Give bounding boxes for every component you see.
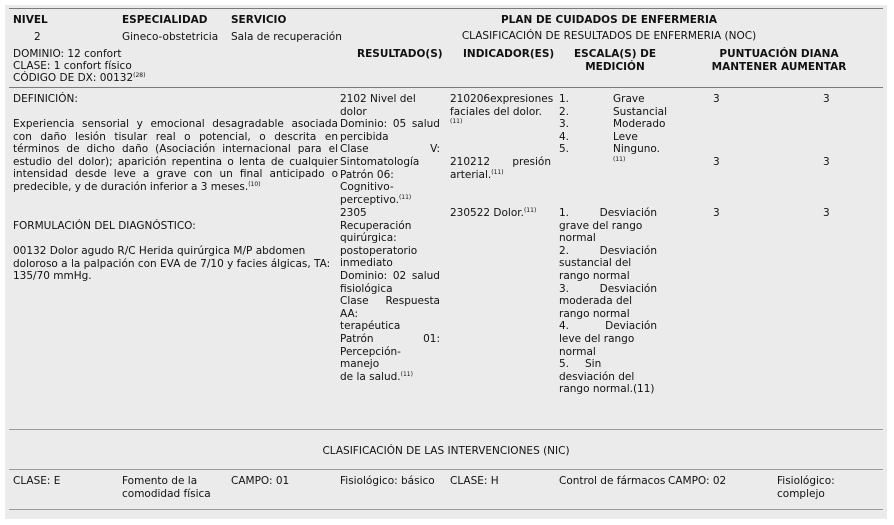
escala2-item [559,283,657,321]
aumentar-score: 3 [823,93,830,105]
escala1-label: Sustancial [613,105,668,118]
clase-line: CLASE: 1 confort físico [13,60,132,72]
servicio-label: SERVICIO [231,14,287,26]
resultado2-clase-a: Clase AA: [340,295,369,320]
noc-title: CLASIFICACIÓN DE RESULTADOS DE ENFERMERIA (NOC) [461,30,757,42]
nic-campo-01: CAMPO: 01 [231,475,290,487]
resultado1-line7: perceptivo. [340,193,399,206]
escala2-head: Desviación [599,282,657,295]
dominio-line: DOMINIO: 12 confort [13,48,122,60]
escala2-num: 4. [559,320,570,333]
resultado2-patron-a: Patrón [340,332,374,345]
escala2-rest: leve del rango normal [559,332,635,358]
especialidad-label: ESPECIALIDAD [122,14,208,26]
escala2-rest: moderada del rango normal [559,295,633,320]
escala1-num: 4. [559,130,570,143]
nivel-label: NIVEL [13,14,48,26]
formulacion-text: 00132 Dolor agudo R/C Herida quirúrgica M/P abdomen doloroso a la palpación con EVA de 7/10 y facies álgicas, TA: 135/70 mmHg. [13,245,331,283]
nic-clase-e: CLASE: E [13,475,61,487]
row-divider [9,87,883,88]
resultado1-clase-a: Clase [340,143,369,156]
escala2-head-row [559,245,657,258]
resultado2-clase [340,295,440,320]
nic-fisiologico-basico: Fisiológico: básico [340,475,435,487]
escala2-item [559,358,657,396]
indicador3-ref: (11) [523,207,537,214]
nic-campo-02: CAMPO: 02 [668,475,727,487]
row-divider [9,509,883,510]
indicador1-ref: (11) [450,118,463,126]
formulacion-label: FORMULACIÓN DEL DIAGNÓSTICO: [13,220,196,232]
escala2-head: Desviación [599,207,657,219]
resultado-2305 [340,207,440,383]
indicador2-line1a: 210212 [450,156,491,168]
nivel-value: 2 [34,31,41,43]
definicion-text [13,118,338,194]
indicador-230522 [450,207,536,220]
col-puntuacion-header: PUNTUACIÓN DIANA MANTENER AUMENTAR [711,48,847,73]
escala1-item [559,143,669,168]
escala2-num: 5. [559,358,570,371]
indicador2-line2: arterial. [450,168,492,181]
nic-fomento: Fomento de la comodidad física [122,475,211,500]
escala2-rest: desviación del rango normal.(11) [559,370,655,396]
indicador-210206 [450,93,554,131]
escala1-item [559,118,669,131]
indicador1-line1a: 210206 [450,93,491,105]
resultado2-patron [340,333,440,346]
escala2-num: 3. [559,282,570,295]
escala2-item [559,245,657,283]
escala2-head: Desviación [599,244,657,257]
indicador2-line1 [450,156,551,169]
care-plan-table [5,5,887,519]
nic-clase-h: CLASE: H [450,475,499,487]
nic-fisiologico-complejo: Fisiológico: complejo [777,475,835,500]
escala1-ref: (11) [613,155,626,163]
escala2-head: Deviación [605,320,657,333]
escala1-item [559,106,669,119]
col-indicador-header: INDICADOR(ES) [463,48,555,60]
escala1-item [559,93,669,106]
escala2-head-row [559,320,657,333]
escala2-rest: sustancial del rango normal [559,257,632,282]
escala1-label: Ninguno. [613,143,660,156]
resultado2-line3: postoperatorio [340,244,418,257]
escala2-item [559,320,657,358]
resultado2-dominio-b: 02 [392,269,407,282]
mantener-score: 3 [713,93,720,105]
col-resultado-header: RESULTADO(S) [357,48,443,60]
indicador2-ref: (11) [491,168,504,176]
nic-control-farmacos: Control de fármacos [559,475,666,487]
resultado1-clase-b: V: [430,143,440,156]
escala2-num: 1. [559,207,570,219]
escala1-label: Moderado [613,118,666,131]
escala2-item [559,207,657,245]
resultado1-line1: 2102 Nivel del dolor [340,93,416,118]
codigo-ref: (28) [133,72,146,79]
indicador1-line2-wrap [450,106,551,131]
resultado2-line11-wrap [340,371,440,384]
resultado2-line10: Percepción-manejo [340,345,401,371]
mantener-score: 3 [713,156,720,168]
resultado2-line4: inmediato [340,257,393,270]
codigo-text: CÓDIGO DE DX: 00132 [13,72,134,84]
resultado1-dominio-b: 05 [392,118,407,131]
escala2-head: Sin [585,358,602,371]
resultado2-dominio [340,270,440,283]
row-divider [9,8,883,9]
escala2-head-row [559,207,657,220]
indicador1-line1 [450,93,554,106]
aumentar-score: 3 [823,156,830,168]
plan-title: PLAN DE CUIDADOS DE ENFERMERIA [500,14,717,26]
escala2-head-row [559,358,657,371]
aumentar-score: 3 [823,207,830,219]
codigo-line [13,72,145,85]
resultado2-ref: (11) [400,370,413,378]
escala2-num: 2. [559,244,570,257]
resultado1-line3: percibida [340,130,389,143]
col-escala-header: ESCALA(S) DE MEDICIÓN [573,48,657,73]
escala-desviacion [559,207,657,396]
indicador1-line1b: expresiones [490,93,554,105]
resultado1-dominio-c: salud [411,118,440,131]
resultado1-clase [340,143,440,156]
resultado2-dominio-c: salud [411,269,440,282]
resultado2-line8: terapéutica [340,320,401,333]
definicion-label: DEFINICIÓN: [13,93,78,105]
row-divider [9,469,883,470]
escala1-num: 1. [559,93,570,105]
resultado1-line7-wrap [340,194,440,207]
resultado2-line1: 2305 Recuperación [340,207,412,232]
indicador-210212 [450,156,551,181]
escala1-num: 5. [559,143,570,156]
escala1-label: Leve [613,130,638,143]
definicion-ref: (10) [248,180,261,188]
resultado2-line2: quirúrgica: [340,232,397,245]
indicador3-text: 230522 Dolor. [450,207,524,219]
nic-title: CLASIFICACIÓN DE LAS INTERVENCIONES (NIC) [322,445,570,457]
indicador2-line2-wrap [450,169,551,182]
escala-likert [559,93,669,169]
resultado2-patron-b: 01: [423,332,440,345]
row-divider [9,429,883,430]
mantener-score: 3 [713,207,720,219]
resultado1-line5: Sintomatología [340,155,420,168]
resultado1-ref: (11) [398,193,412,201]
escala2-head-row [559,283,657,296]
definicion-body: Experiencia sensorial y emocional desagradable asociada con daño lesión tisular real o potencial, o descrita en términos de dicho daño (Asociación internacional para el estudio del dolor); aparición repentina o lenta de cualquier intensidad desde leve a grave con un final anticipado o predecible, y de duración inferior a 3 meses. [13,118,338,193]
indicador2-line1b: presión [512,156,551,168]
escala1-label-wrap [613,143,669,168]
resultado-2102 [340,93,440,206]
escala1-num: 3. [559,118,570,131]
resultado2-clase-b: Respuesta [385,295,440,308]
escala1-label: Grave [613,93,645,105]
escala1-num: 2. [559,105,570,118]
escala1-item [559,131,669,144]
escala2-rest: grave del rango normal [559,219,643,245]
resultado2-line11: de la salud. [340,370,401,383]
resultado1-dominio [340,118,440,131]
resultado2-dominio-a: Dominio: [340,269,388,282]
indicador1-line2: faciales del dolor. [450,105,542,118]
especialidad-value: Gineco-obstetricia [122,31,219,43]
resultado1-line6: Patrón 06: Cognitivo- [340,168,394,194]
resultado2-line6: fisiológica [340,282,393,295]
resultado1-dominio-a: Dominio: [340,118,388,131]
servicio-value: Sala de recuperación [231,31,342,43]
